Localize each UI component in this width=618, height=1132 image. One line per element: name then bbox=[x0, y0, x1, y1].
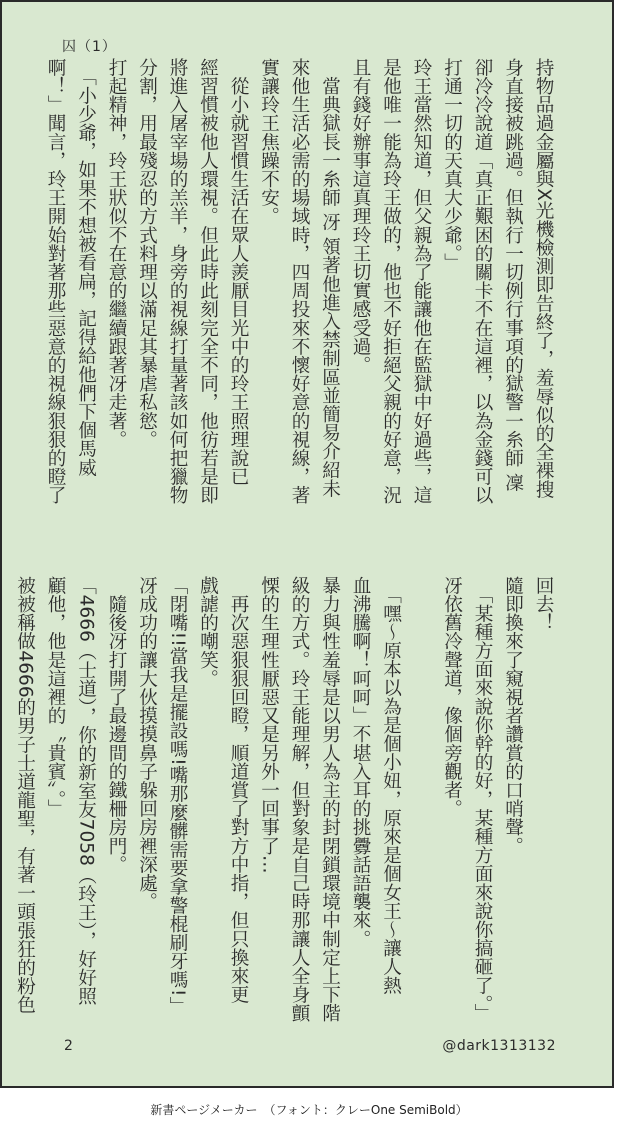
generator-caption: 新書ページメーカー （フォント：クレーOne SemiBold） bbox=[150, 1103, 468, 1117]
text-column: 啊！」聞言，玲王開始對著那些惡意的視線狠狠的瞪了 bbox=[45, 58, 66, 505]
text-column: 打通一切的天真大少爺。」 bbox=[441, 58, 463, 272]
text-column: 血沸騰啊！呵呵」不堪入耳的挑釁話語襲來。 bbox=[350, 576, 371, 948]
text-column: 回去！ bbox=[533, 576, 554, 632]
text-column: 再次惡狠狠回瞪，順道賞了對方中指，但只換來更 bbox=[228, 576, 249, 1004]
text-column: 「閉嘴!!當我是擺設嗎!嘴那麼髒需要拿警棍刷牙嗎!」 bbox=[167, 576, 188, 1016]
text-column: 「4666（士道），你的新室友7058（玲王），好好照 bbox=[75, 576, 97, 1006]
text-column: 經習慣被他人環視。但此時此刻完全不同，他彷若是即 bbox=[197, 58, 219, 505]
text-column: 是他唯一能為玲王做的，他也不好拒絕父親的好意，況 bbox=[380, 58, 402, 505]
author-handle: @dark1313132 bbox=[442, 1038, 556, 1054]
text-column: 將進入屠宰場的羔羊，身旁的視線打量著該如何把獵物 bbox=[167, 58, 188, 505]
text-column: 冴依舊冷聲道，像個旁觀者。 bbox=[441, 576, 463, 818]
text-column: 打起精神，玲王狀似不在意的繼續跟著冴走著。 bbox=[106, 58, 127, 449]
text-column: 「小少爺，如果不想被看扁，記得給他們下個馬威 bbox=[75, 58, 97, 477]
text-column: 隨即換來了窺視者讚賞的口哨聲。 bbox=[502, 576, 524, 855]
text-column: 卻冷冷說道「真正艱困的關卡不在這裡，以為金錢可以 bbox=[472, 58, 493, 505]
text-column: 持物品過金屬與X光機檢測即告終了，羞辱似的全裸搜 bbox=[533, 58, 554, 499]
text-column: 冴成功的讓大伙摸摸鼻子躲回房裡深處。 bbox=[136, 576, 158, 911]
text-column: 實讓玲王焦躁不安。 bbox=[258, 58, 280, 226]
chapter-header: 囚（1） bbox=[62, 39, 117, 55]
text-column: 「嘿～原本以為是個小妞，原來是個女王～讓人熱 bbox=[380, 576, 402, 995]
lower-text-block bbox=[14, 576, 558, 1046]
text-column: 被被稱做4666的男子士道龍聖，有著一頭張狂的粉色 bbox=[14, 576, 36, 1014]
text-column: 來他生活必需的場域時，四周投來不懷好意的視線，著 bbox=[289, 58, 310, 505]
text-column: 級的方式。玲王能理解，但對象是自己時那讓人全身顫 bbox=[289, 576, 310, 1023]
upper-text-block bbox=[45, 58, 558, 528]
text-column: 慄的生理性厭惡又是另外一回事了… bbox=[258, 576, 280, 874]
text-column: 隨後冴打開了最邊間的鐵柵房門。 bbox=[106, 576, 127, 874]
text-column: 「某種方面來說你幹的好，某種方面來說你搞砸了。」 bbox=[472, 576, 493, 1023]
text-column: 從小就習慣生活在眾人羨厭目光中的玲王照理說已 bbox=[228, 58, 249, 486]
text-column: 戲謔的嘲笑。 bbox=[197, 576, 219, 688]
page-number: 2 bbox=[64, 1038, 73, 1054]
text-column: 玲王當然知道，但父親為了能讓他在監獄中好過些，這 bbox=[411, 58, 432, 505]
text-column: 分割，用最殘忍的方式料理以滿足其暴虐私慾。 bbox=[136, 58, 158, 449]
text-column: 顧他，他是這裡的〝貴賓〞。」 bbox=[45, 576, 66, 818]
text-column: 當典獄長一糸師 冴 領著他進入禁制區並簡易介紹未 bbox=[319, 58, 341, 498]
text-column: 身直接被跳過。但執行一切例行事項的獄警一糸師 凜 bbox=[502, 58, 524, 492]
text-column: 暴力與性羞辱是以男人為主的封閉鎖環境中制定上下階 bbox=[319, 576, 341, 1023]
text-column: 且有錢好辦事這真理玲王切實感受過。 bbox=[350, 58, 371, 375]
text-column bbox=[406, 576, 437, 1046]
